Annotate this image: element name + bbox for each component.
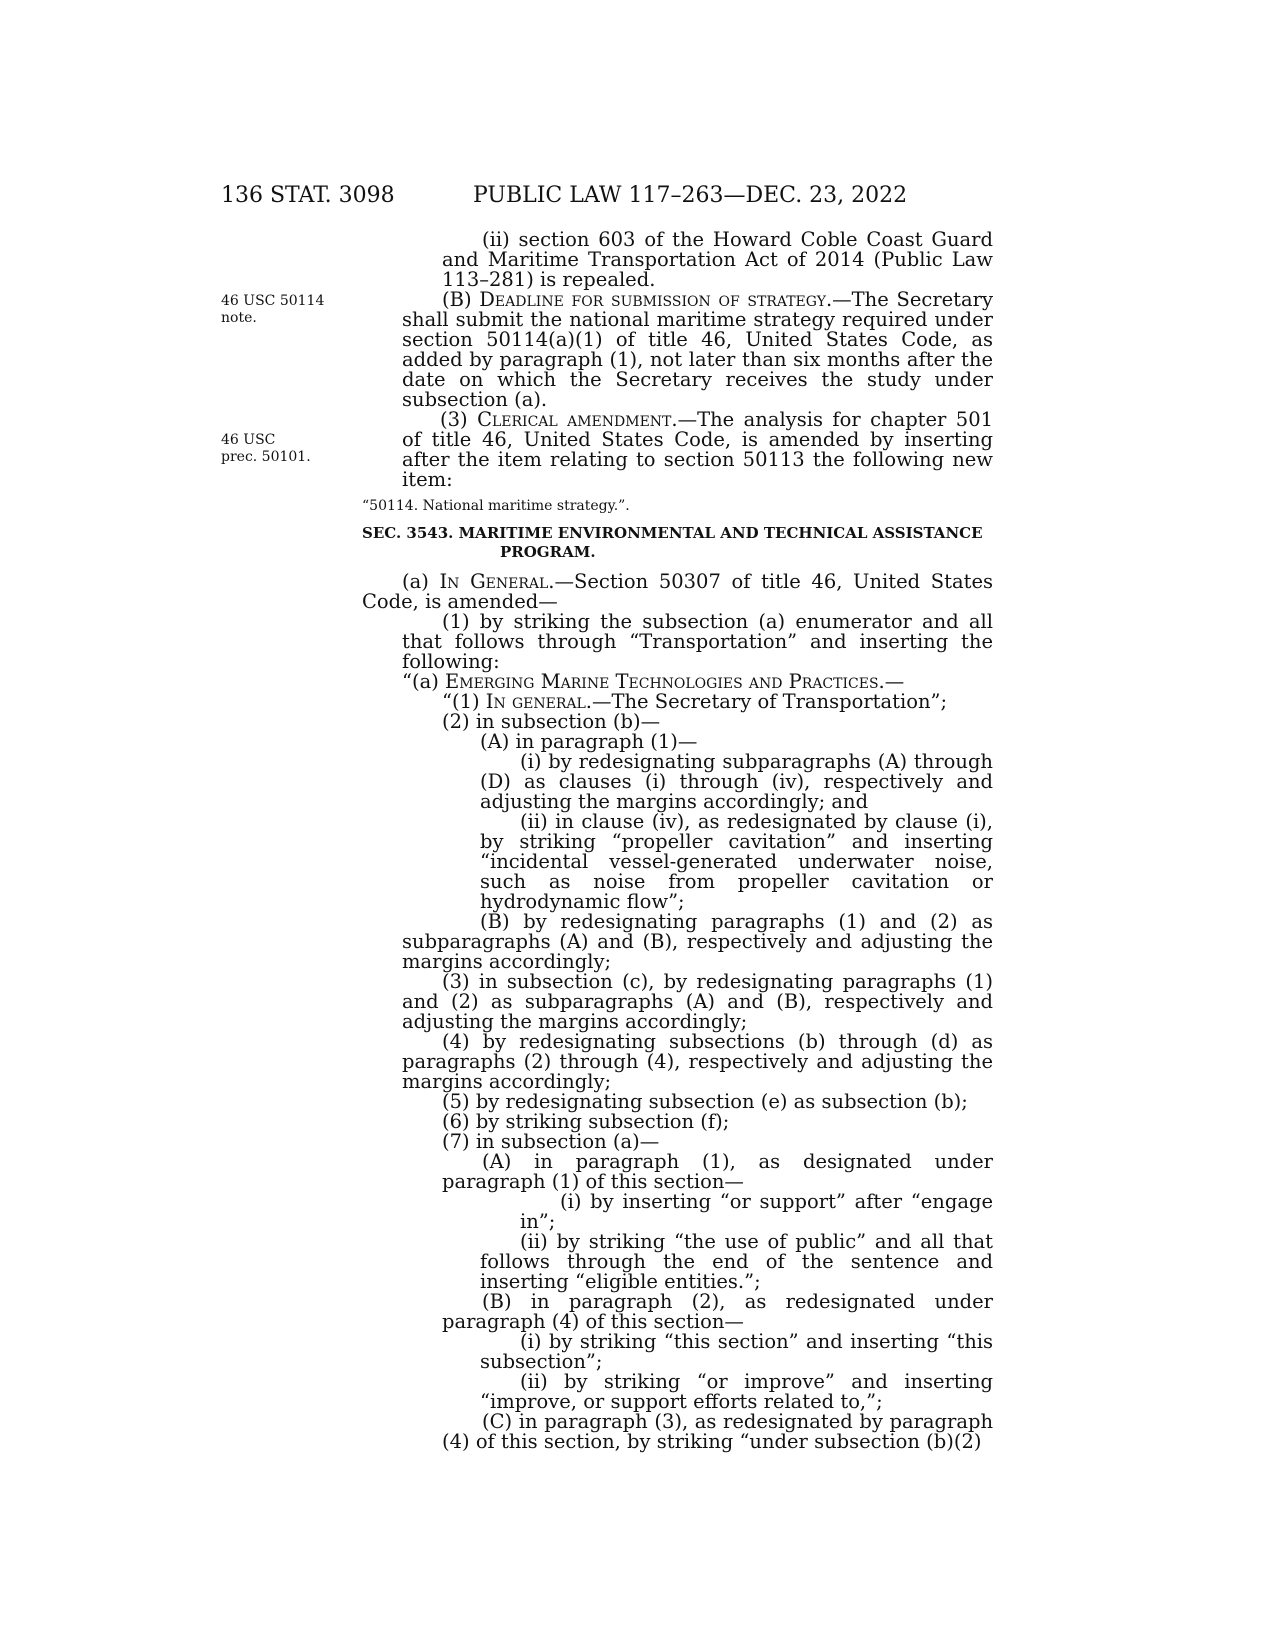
list-item: (6) by striking subsection (f); — [442, 1110, 730, 1133]
section-title-cont: PROGRAM. — [500, 543, 596, 561]
paragraph-heading: Emerging Marine Technologies and Practices. — [445, 670, 885, 693]
list-item: (C) in paragraph (3), as redesignated by paragraph (4) of this section, by striking “under subsection (b)(2) — [442, 1410, 993, 1453]
list-text: — — [884, 670, 905, 693]
list-item: (ii) by striking “or improve” and inserting “improve, or support efforts related to,”; — [480, 1370, 993, 1413]
list-item: (A) in paragraph (1), as designated under paragraph (1) of this section— — [442, 1150, 993, 1193]
list-item: (i) by inserting “or support” after “engage in”; — [520, 1190, 993, 1233]
list-item: (7) in subsection (a)— — [442, 1130, 660, 1153]
margin-note-line: 46 USC — [221, 432, 276, 448]
margin-note — [221, 293, 324, 327]
running-title: PUBLIC LAW 117–263—DEC. 23, 2022 — [473, 183, 908, 208]
paragraph-heading: Clerical amendment. — [477, 408, 678, 431]
paragraph-heading: In General. — [439, 570, 555, 593]
paragraph: (ii) section 603 of the Howard Coble Coast Guard and Maritime Transportation Act of 2014 (Public Law 113–281) is repealed. — [442, 228, 993, 291]
paragraph-number: (3) — [440, 408, 468, 431]
paragraph-number: (B) — [442, 288, 472, 311]
list-item: (i) by redesignating subparagraphs (A) through (D) as clauses (i) through (iv), respectively and adjusting the margins accordingly; and — [480, 750, 993, 813]
paragraph — [362, 290, 993, 410]
document-body — [362, 230, 993, 1452]
list-item: (A) in paragraph (1)— — [480, 730, 698, 753]
list-item: (5) by redesignating subsection (e) as subsection (b); — [442, 1090, 968, 1113]
paragraph-text: —The Secretary shall submit the national maritime strategy required under section 50114(a)(1) of title 46, United States Code, as added by paragraph (1), not later than six months after the date on which the Secretary receives the study under subsection (a). — [402, 288, 993, 411]
paragraph-text: —Section 50307 of title 46, United States Code, is amended— — [362, 570, 993, 613]
amendment-item: “50114. National maritime strategy.”. — [362, 498, 630, 514]
list-text: —The Secretary of Transportation”; — [591, 690, 948, 713]
paragraph — [362, 572, 993, 612]
paragraph — [362, 410, 993, 490]
list-item: (3) in subsection (c), by redesignating paragraphs (1) and (2) as subparagraphs (A) and (B), respectively and adjusting the margins accordingly; — [402, 970, 993, 1033]
list-item: (1) by striking the subsection (a) enumerator and all that follows through “Transportation” and inserting the following: — [402, 610, 993, 673]
list-item: (2) in subsection (b)— — [442, 710, 661, 733]
margin-note-line: prec. 50101. — [221, 449, 311, 465]
list-item: (ii) in clause (iv), as redesignated by clause (i), by striking “propeller cavitation” and inserting “incidental vessel-generated underwater noise, such as noise from propeller cavitation or hydrodynamic flow”; — [480, 810, 993, 913]
list-item — [362, 692, 993, 712]
stat-page-number: 136 STAT. 3098 — [221, 183, 395, 208]
list-marker: “(a) — [402, 670, 439, 693]
section-title: SEC. 3543. MARITIME ENVIRONMENTAL AND TECHNICAL ASSISTANCE — [362, 524, 983, 542]
list-item: (i) by striking “this section” and inserting “this subsection”; — [480, 1330, 993, 1373]
section-heading — [362, 524, 993, 562]
paragraph-heading: In general. — [485, 690, 592, 713]
margin-note-line: note. — [221, 310, 257, 326]
list-item — [362, 672, 993, 692]
list-item: (B) by redesignating paragraphs (1) and (2) as subparagraphs (A) and (B), respectively and adjusting the margins accordingly; — [402, 910, 993, 973]
margin-note-line: 46 USC 50114 — [221, 293, 325, 309]
list-item: (ii) by striking “the use of public” and all that follows through the end of the sentence and inserting “eligible entities.”; — [480, 1230, 993, 1293]
paragraph-heading: Deadline for submission of strategy. — [479, 288, 833, 311]
margin-note — [221, 432, 311, 466]
list-item: (B) in paragraph (2), as redesignated under paragraph (4) of this section— — [442, 1290, 993, 1333]
page-header — [221, 183, 993, 213]
list-marker: “(1) — [442, 690, 480, 713]
paragraph-text: —The analysis for chapter 501 of title 46, United States Code, is amended by inserting after the item relating to section 50113 the following new item: — [402, 408, 994, 491]
paragraph-number: (a) — [402, 570, 429, 593]
list-item: (4) by redesignating subsections (b) through (d) as paragraphs (2) through (4), respectively and adjusting the margins accordingly; — [402, 1030, 993, 1093]
